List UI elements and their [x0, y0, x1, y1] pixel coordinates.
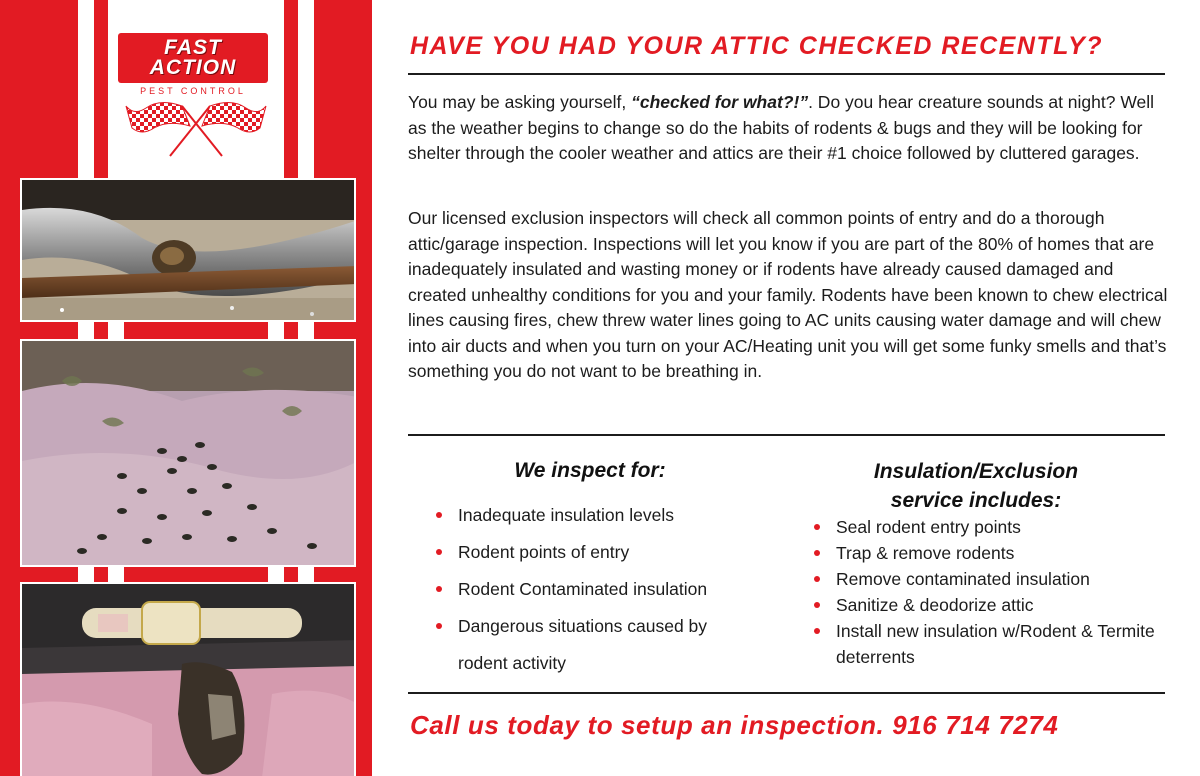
- intro-emphasis: “checked for what?!”: [631, 92, 809, 112]
- body-paragraph: Our licensed exclusion inspectors will check all common points of entry and do a thorough attic/garage inspection. Inspections will let you know if you are part of the 80% of homes that are inadequately insulated and wasting money or if rodents have already caused damaged and created unhealthy conditions for you and your family. Rodents have been known to chew electrical lines causing fires, chew threw water lines going to AC units causing water damage and will chew into air ducts and when you turn on your AC/Heating unit you will get some funky smells and that’s something you do not want to be breathing in.: [408, 208, 1168, 381]
- intro-rest: . Do you hear creature sounds at night? Well as the weather begins to change so do the habits of rodents & bugs and they will be looking for shelter through the cooler weather and attics are their #1 choice followed by cluttered garages.: [408, 92, 1155, 163]
- checkered-flags-icon: [124, 98, 268, 158]
- logo-name-line2: ACTION: [149, 56, 237, 79]
- service-heading-line2: service includes:: [890, 489, 1062, 512]
- list-item: Seal rodent entry points: [814, 514, 1174, 540]
- intro-lead: You may be asking yourself,: [408, 92, 632, 112]
- list-item: Trap & remove rodents: [814, 540, 1174, 566]
- intro-paragraph: [408, 90, 1168, 167]
- brand-logo: [108, 0, 284, 178]
- chewed-pipe-and-insulation-photo: [20, 582, 356, 776]
- logo-badge: [118, 33, 268, 83]
- inspect-list-heading: We inspect for:: [514, 459, 666, 482]
- divider: [408, 434, 1165, 436]
- service-list-heading: [826, 457, 1126, 515]
- list-item: Dangerous situations caused by rodent activity: [436, 608, 756, 682]
- left-stripe-column: [0, 0, 372, 776]
- logo-tagline: PEST CONTROL: [140, 86, 246, 96]
- rodent-damaged-air-duct-photo: [20, 178, 356, 322]
- service-list: [814, 514, 1174, 670]
- list-item: Sanitize & deodorize attic: [814, 592, 1174, 618]
- inspect-list: [436, 497, 756, 682]
- list-item: Inadequate insulation levels: [436, 497, 756, 534]
- divider: [408, 73, 1165, 75]
- service-heading-line1: Insulation/Exclusion: [873, 460, 1079, 483]
- logo-name-line1: FAST: [164, 36, 222, 59]
- list-item: Rodent points of entry: [436, 534, 756, 571]
- list-item: Install new insulation w/Rodent & Termite deterrents: [814, 618, 1174, 670]
- list-item: Rodent Contaminated insulation: [436, 571, 756, 608]
- list-item: Remove contaminated insulation: [814, 566, 1174, 592]
- page-headline: HAVE YOU HAD YOUR ATTIC CHECKED RECENTLY?: [410, 32, 1104, 60]
- call-to-action: Call us today to setup an inspection. 916 714 7274: [410, 710, 1059, 740]
- divider: [408, 692, 1165, 694]
- rodent-droppings-on-insulation-photo: [20, 339, 356, 567]
